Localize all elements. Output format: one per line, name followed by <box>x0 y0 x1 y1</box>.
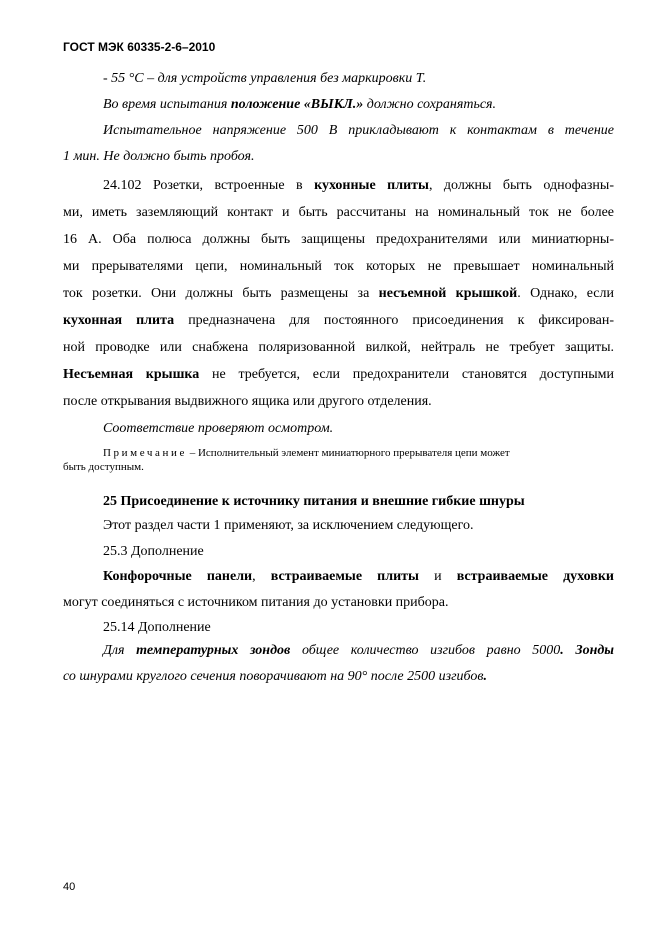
page-number: 40 <box>63 881 76 893</box>
paragraph-line: кухонная плита предназначена для постоянного присоединения к фиксирован- <box>63 313 614 328</box>
paragraph-line: со шнурами круглого сечения поворачивают на 90° после 2500 изгибов. <box>63 669 487 684</box>
paragraph-line: 16 А. Оба полюса должны быть защищены предохранителями или миниатюрны- <box>63 232 614 247</box>
paragraph-line: Во время испытания положение «ВЫКЛ.» должно сохраняться. <box>103 97 497 112</box>
paragraph-line: Несъемная крышка не требуется, если предохранители становятся доступными <box>63 367 615 382</box>
note-line: быть доступным. <box>63 461 144 473</box>
section-heading: 25 Присоединение к источнику питания и внешние гибкие шнуры <box>103 494 525 509</box>
paragraph-line: Этот раздел части 1 применяют, за исключением следующего. <box>103 518 474 533</box>
paragraph-line: ной проводке или снабжена поляризованной вилкой, нейтраль не требует защиты. <box>63 340 614 355</box>
note-label: Примечание <box>103 447 187 459</box>
subsection-title: 25.3 Дополнение <box>103 544 204 559</box>
note-line: Примечание – Исполнительный элемент миниатюрного прерывателя цепи может <box>103 447 510 459</box>
paragraph-line: Испытательное напряжение 500 В прикладывают к контактам в течение <box>103 123 614 138</box>
paragraph-line: Для температурных зондов общее количество изгибов равно 5000. Зонды <box>103 643 614 658</box>
paragraph-line: Соответствие проверяют осмотром. <box>103 421 334 436</box>
paragraph-line: ток розетки. Они должны быть размещены за несъемной крышкой. Однако, если <box>63 286 615 301</box>
paragraph-line: - 55 °С – для устройств управления без маркировки Т. <box>103 71 427 86</box>
paragraph-line: ми прерывателями цепи, номинальный ток которых не превышает номинальный <box>63 259 614 274</box>
paragraph-line: ми, иметь заземляющий контакт и быть рассчитаны на номинальный ток не более <box>63 205 614 220</box>
paragraph-line: после открывания выдвижного ящика или другого отделения. <box>63 394 432 409</box>
paragraph-line: 1 мин. Не должно быть пробоя. <box>63 149 255 164</box>
paragraph-line: Конфорочные панели, встраиваемые плиты и встраиваемые духовки <box>103 569 614 584</box>
paragraph-line: 24.102 Розетки, встроенные в кухонные плиты, должны быть однофазны- <box>103 178 614 193</box>
paragraph-line: могут соединяться с источником питания до установки прибора. <box>63 595 449 610</box>
document-header: ГОСТ МЭК 60335-2-6–2010 <box>63 40 216 54</box>
subsection-title: 25.14 Дополнение <box>103 620 211 635</box>
